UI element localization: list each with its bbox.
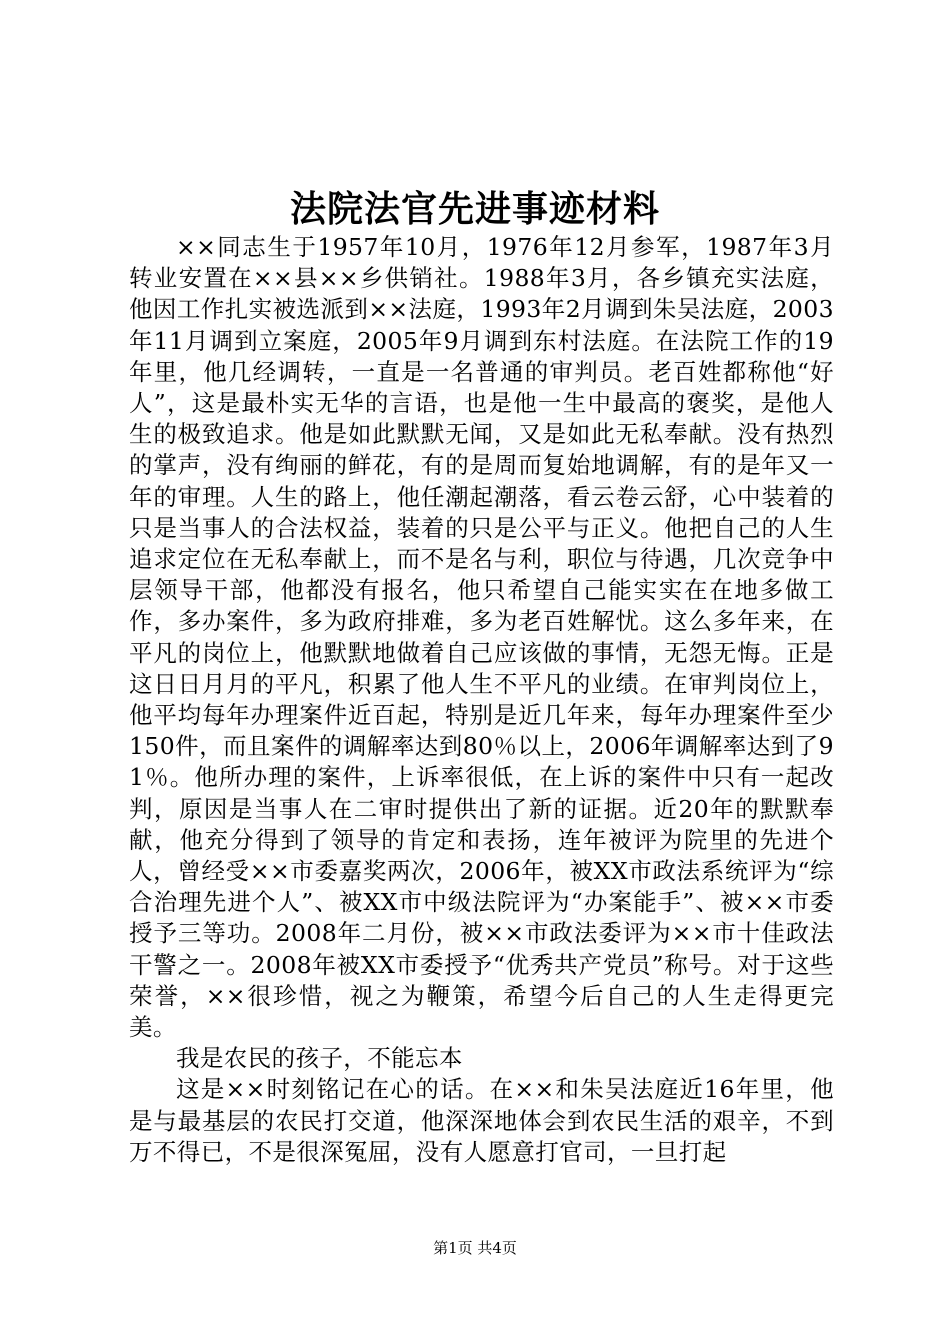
document-title: 法院法官先进事迹材料	[289, 188, 660, 230]
document-body	[129, 232, 834, 1168]
paragraph-3: 这是××时刻铭记在心的话。在××和朱吴法庭近16年里，他是与最基层的农民打交道，他深深地体会到农民生活的艰辛，不到万不得已，不是很深冤屈，没有人愿意打官司，一旦打起	[129, 1075, 834, 1166]
paragraph-1: ××同志生于1957年10月，1976年12月参军，1987年3月转业安置在××县××乡供销社。1988年3月，各乡镇充实法庭，他因工作扎实被选派到××法庭，1993年2月调到朱吴法庭，2003年11月调到立案庭，2005年9月调到东村法庭。在法院工作的19年里，他几经调转，一直是一名普通的审判员。老百姓都称他“好人”，这是最朴实无华的言语，也是他一生中最高的褒奖，是他人生的极致追求。他是如此默默无闻，又是如此无私奉献。没有热烈的掌声，没有绚丽的鲜花，有的是周而复始地调解，有的是年又一年的审理。人生的路上，他任潮起潮落，看云卷云舒，心中装着的只是当事人的合法权益，装着的只是公平与正义。他把自己的人生追求定位在无私奉献上，而不是名与利，职位与待遇，几次竞争中层领导干部，他都没有报名，他只希望自己能实实在在地多做工作，多办案件，多为政府排难，多为老百姓解忧。这么多年来，在平凡的岗位上，他默默地做着自己应该做的事情，无怨无悔。正是这日日月月的平凡，积累了他人生不平凡的业绩。在审判岗位上，他平均每年办理案件近百起，特别是近几年来，每年办理案件至少150件，而且案件的调解率达到80％以上，2006年调解率达到了91％。他所办理的案件，上诉率很低，在上诉的案件中只有一起改判，原因是当事人在二审时提供出了新的证据。近20年的默默奉献，他充分得到了领导的肯定和表扬，连年被评为院里的先进个人，曾经受××市委嘉奖两次，2006年，被XX市政法系统评为“综合治理先进个人”、被XX市中级法院评为“办案能手”、被××市委授予三等功。2008年二月份，被××市政法委评为××市十佳政法干警之一。2008年被XX市委授予“优秀共产党员”称号。对于这些荣誉，××很珍惜，视之为鞭策，希望今后自己的人生走得更完美。	[129, 233, 834, 1042]
paragraph-2-subheading: 我是农民的孩子，不能忘本	[176, 1044, 463, 1073]
page-number-footer: 第1页 共4页	[433, 1239, 517, 1257]
